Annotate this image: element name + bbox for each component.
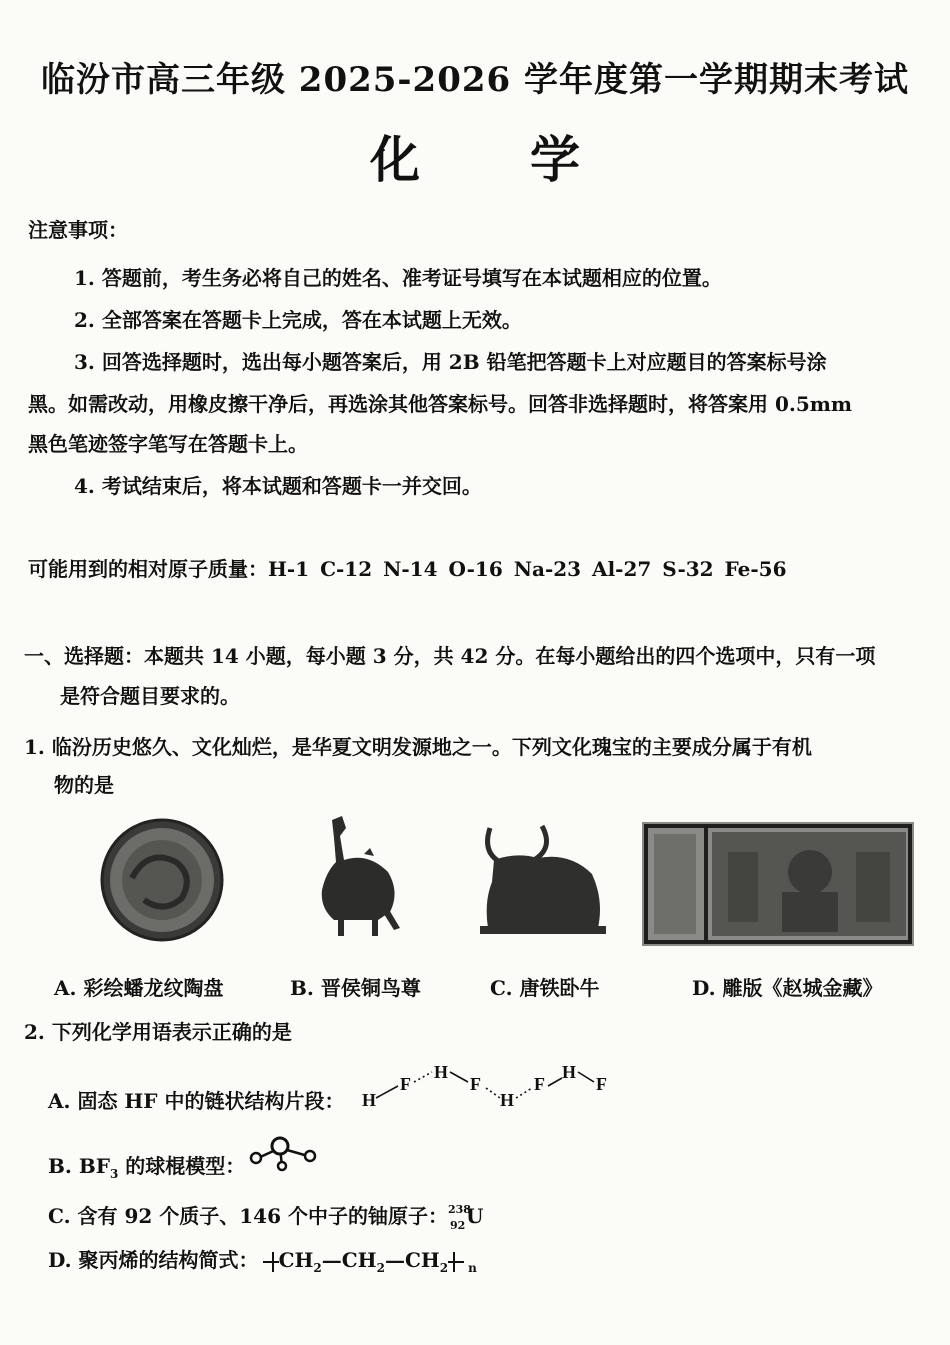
hf-chain-structure [356, 1058, 626, 1114]
hf-atom-h: H [562, 1062, 577, 1082]
polymer-bracket-left [259, 1250, 279, 1274]
atomic-masses: 可能用到的相对原子质量：H-1 C-12 N-14 O-16 Na-23 Al-27 S-32 Fe-56 [28, 557, 787, 581]
hf-atom-f: F [400, 1074, 411, 1094]
q1-option-a: A. 彩绘蟠龙纹陶盘 [54, 976, 224, 1000]
q1-option-c: C. 唐铁卧牛 [490, 976, 600, 1000]
exam-title: 临汾市高三年级 2025-2026 学年度第一学期期末考试 [40, 60, 910, 100]
notice-item: 1. 答题前，考生务必将自己的姓名、准考证号填写在本试题相应的位置。 [74, 266, 722, 290]
hf-atom-f: F [596, 1074, 607, 1094]
q2-option-a: A. 固态 HF 中的链状结构片段： [48, 1089, 345, 1113]
hf-atom-f: F [470, 1074, 481, 1094]
bf3-ball-stick-model [246, 1130, 320, 1172]
uranium-nuclide: 238 92 [447, 1202, 471, 1232]
q2-option-d: D. 聚丙烯的结构简式： $CH_2—CH_2—CH_2$ $_n$ [48, 1248, 477, 1275]
hf-atom-h: H [434, 1062, 449, 1082]
hf-atom-f: F [534, 1074, 545, 1094]
q1-option-d: D. 雕版《赵城金藏》 [692, 976, 883, 1000]
notice-item: 黑。如需改动，用橡皮擦干净后，再选涂其他答案标号。回答非选择题时，将答案用 0.5mm [28, 392, 853, 416]
q1-stem-cont: 物的是 [54, 773, 114, 797]
section-heading-cont: 是符合题目要求的。 [60, 684, 240, 708]
q1-option-b: B. 晋侯铜鸟尊 [290, 976, 421, 1000]
woodblock-zhaocheng-jinzang-image [642, 822, 914, 946]
notice-heading: 注意事项： [28, 218, 128, 242]
iron-reclining-ox-image [480, 822, 606, 934]
notice-item: 4. 考试结束后，将本试题和答题卡一并交回。 [74, 474, 482, 498]
q2-option-b: B. $BF_3$ 的球棍模型： [48, 1154, 246, 1181]
subject-title: 化学 [370, 130, 690, 189]
notice-item: 黑色笔迹签字笔写在答题卡上。 [28, 432, 308, 456]
hf-atom-h: H [500, 1090, 515, 1110]
q2-option-c: C. 含有 92 个质子、146 个中子的铀原子： 238 92 U [48, 1202, 484, 1232]
polymer-bracket-right [448, 1250, 468, 1274]
hf-atom-h: H [362, 1090, 377, 1110]
q2-stem: 2. 下列化学用语表示正确的是 [24, 1020, 292, 1044]
section-heading: 一、选择题：本题共 14 小题，每小题 3 分，共 42 分。在每小题给出的四个选项中，只有一项 [24, 644, 876, 668]
notice-item: 3. 回答选择题时，选出每小题答案后，用 2B 铅笔把答题卡上对应题目的答案标号涂 [74, 350, 827, 374]
q1-stem: 1. 临汾历史悠久、文化灿烂，是华夏文明发源地之一。下列文化瑰宝的主要成分属于有机 [24, 735, 812, 759]
bronze-bird-zun-image [308, 812, 404, 940]
painted-pottery-plate-image [98, 818, 226, 942]
notice-item: 2. 全部答案在答题卡上完成，答在本试题上无效。 [74, 308, 522, 332]
